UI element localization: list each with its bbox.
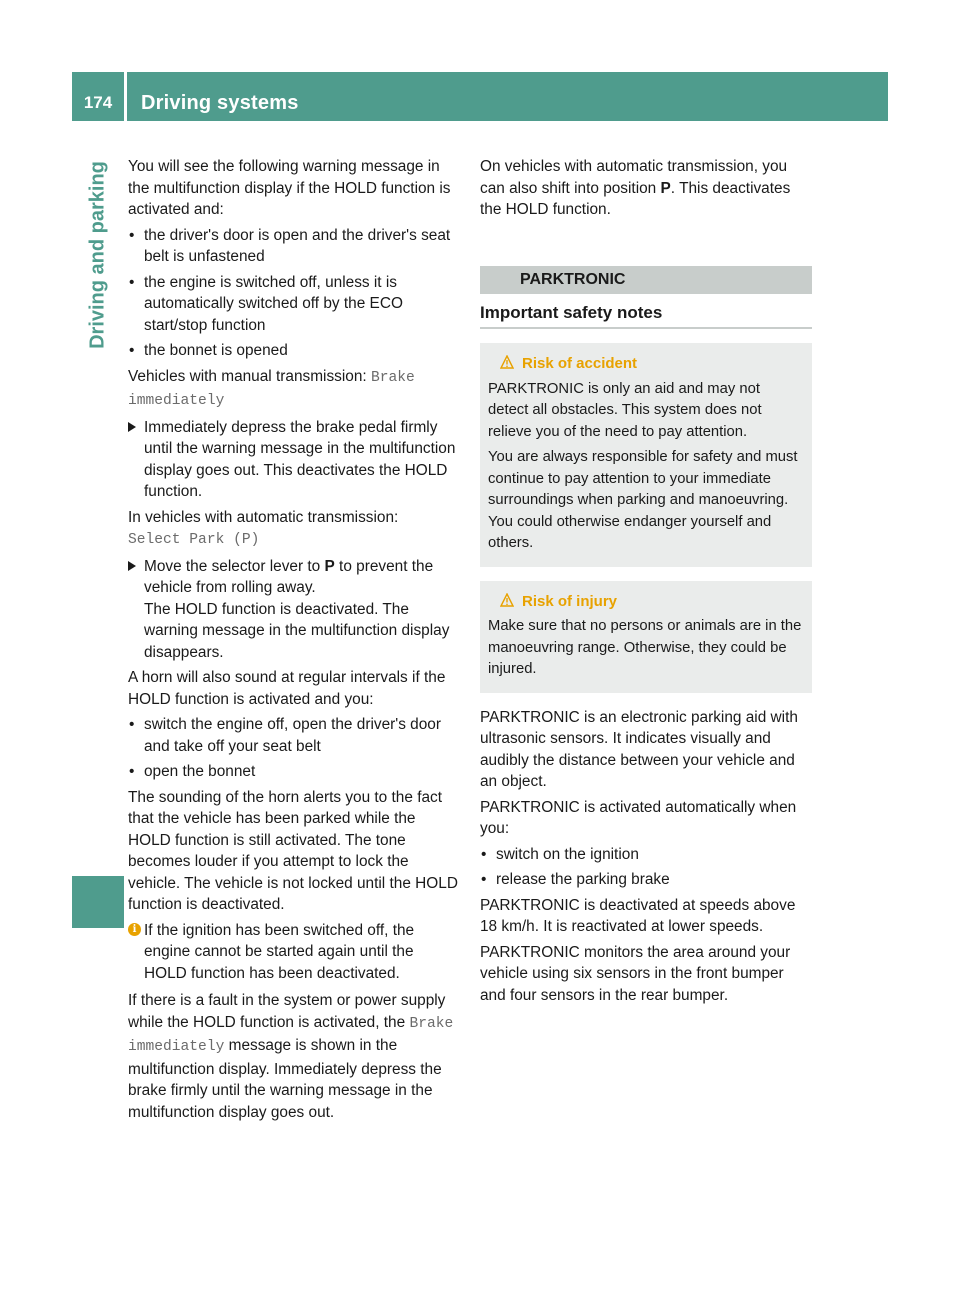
subsection-title: Important safety notes: [480, 302, 812, 330]
display-message: Brake immediately: [128, 369, 415, 409]
bullet-icon: •: [481, 871, 487, 888]
bullet-icon: •: [129, 342, 135, 359]
right-column: [480, 156, 812, 1010]
left-column: [128, 156, 460, 1127]
list-item: • the engine is switched off, unless it is automatically switched off by the ECO start/stop function: [129, 273, 403, 334]
paragraph: PARKTRONIC is an electronic parking aid with ultrasonic sensors. It indicates visually and audibly the distance between your vehicle and an object.: [480, 708, 798, 790]
list-item: • switch on the ignition: [480, 844, 812, 866]
side-tab-label: Driving and parking: [86, 161, 109, 349]
warning-title: Risk of accident: [488, 353, 804, 375]
warning-text: Make sure that no persons or animals are in the manoeuvring range. Otherwise, they could be injured.: [488, 618, 802, 677]
bullet-icon: •: [481, 845, 487, 863]
paragraph: On vehicles with automatic transmission, you can also shift into position P. This deactivates the HOLD function.: [480, 158, 791, 218]
display-message: Select Park (P): [128, 532, 260, 548]
paragraph: PARKTRONIC monitors the area around your vehicle using six sensors in the front bumper and four sensors in the rear bumper.: [480, 943, 791, 1004]
header-divider: [124, 72, 127, 121]
list-item: • the bonnet is opened: [128, 340, 460, 362]
warning-triangle-icon: [500, 355, 514, 369]
list-item: • open the bonnet: [128, 761, 460, 783]
warning-text: PARKTRONIC is only an aid and may not detect all obstacles. This system does not relieve you of the need to pay attention.: [488, 380, 762, 440]
list-item: • release the parking brake: [480, 869, 812, 891]
step-result: The HOLD function is deactivated. The warning message in the multifunction display disappears.: [144, 600, 450, 661]
section-heading: PARKTRONIC: [480, 266, 812, 294]
bullet-icon: •: [129, 716, 135, 733]
side-tab-marker: [72, 876, 124, 928]
paragraph: PARKTRONIC is activated automatically when you:: [480, 798, 797, 837]
warning-title: Risk of injury: [488, 591, 804, 613]
step-arrow-icon: [128, 561, 136, 571]
list-item: • switch the engine off, open the driver's door and take off your seat belt: [129, 716, 441, 755]
paragraph: If there is a fault in the system or power supply while the HOLD function is activated, the Brake immediately message is shown in the multifunction display. Immediately depress the brake firmly until the warning message in the multifunction display goes out.: [128, 992, 454, 1121]
warning-text: You are always responsible for safety and must continue to pay attention to your immediate surroundings when parking and manoeuvring. You could otherwise endanger yourself and others.: [488, 449, 798, 551]
bullet-icon: •: [129, 763, 135, 780]
paragraph: In vehicles with automatic transmission: Select Park (P): [128, 508, 399, 548]
page-title: Driving systems: [141, 92, 299, 114]
bullet-icon: •: [129, 273, 135, 291]
instruction-step: Move the selector lever to P to prevent the vehicle from rolling away. The HOLD function is deactivated. The warning message in the multifunction display disappears.: [128, 556, 460, 664]
instruction-step: Immediately depress the brake pedal firmly until the warning message in the multifunction display goes out. This deactivates the HOLD function.: [128, 417, 460, 503]
step-arrow-icon: [128, 422, 136, 432]
display-message: Brake immediately: [128, 1015, 454, 1055]
page-number: 174: [83, 93, 113, 112]
warning-triangle-icon: [500, 593, 514, 607]
info-note: i If the ignition has been switched off, the engine cannot be started again until the HOLD function has been deactivated.: [128, 920, 460, 985]
list-item: • the driver's door is open and the driver's seat belt is unfastened: [129, 226, 451, 265]
paragraph: A horn will also sound at regular intervals if the HOLD function is activated and you:: [128, 669, 446, 708]
paragraph: Vehicles with manual transmission: Brake immediately: [128, 367, 415, 409]
paragraph: PARKTRONIC is deactivated at speeds above 18 km/h. It is reactivated at lower speeds.: [480, 896, 796, 935]
paragraph: The sounding of the horn alerts you to the fact that the vehicle has been parked while the HOLD function is still activated. The tone becomes louder if you attempt to lock the vehicle. The vehicle is not locked until the HOLD function is deactivated.: [128, 788, 458, 913]
bullet-icon: •: [129, 226, 135, 244]
warning-box: [480, 343, 812, 567]
paragraph: You will see the following warning message in the multifunction display if the HOLD function is activated and:: [128, 158, 451, 218]
warning-box: [480, 581, 812, 693]
info-icon: i: [128, 923, 141, 936]
